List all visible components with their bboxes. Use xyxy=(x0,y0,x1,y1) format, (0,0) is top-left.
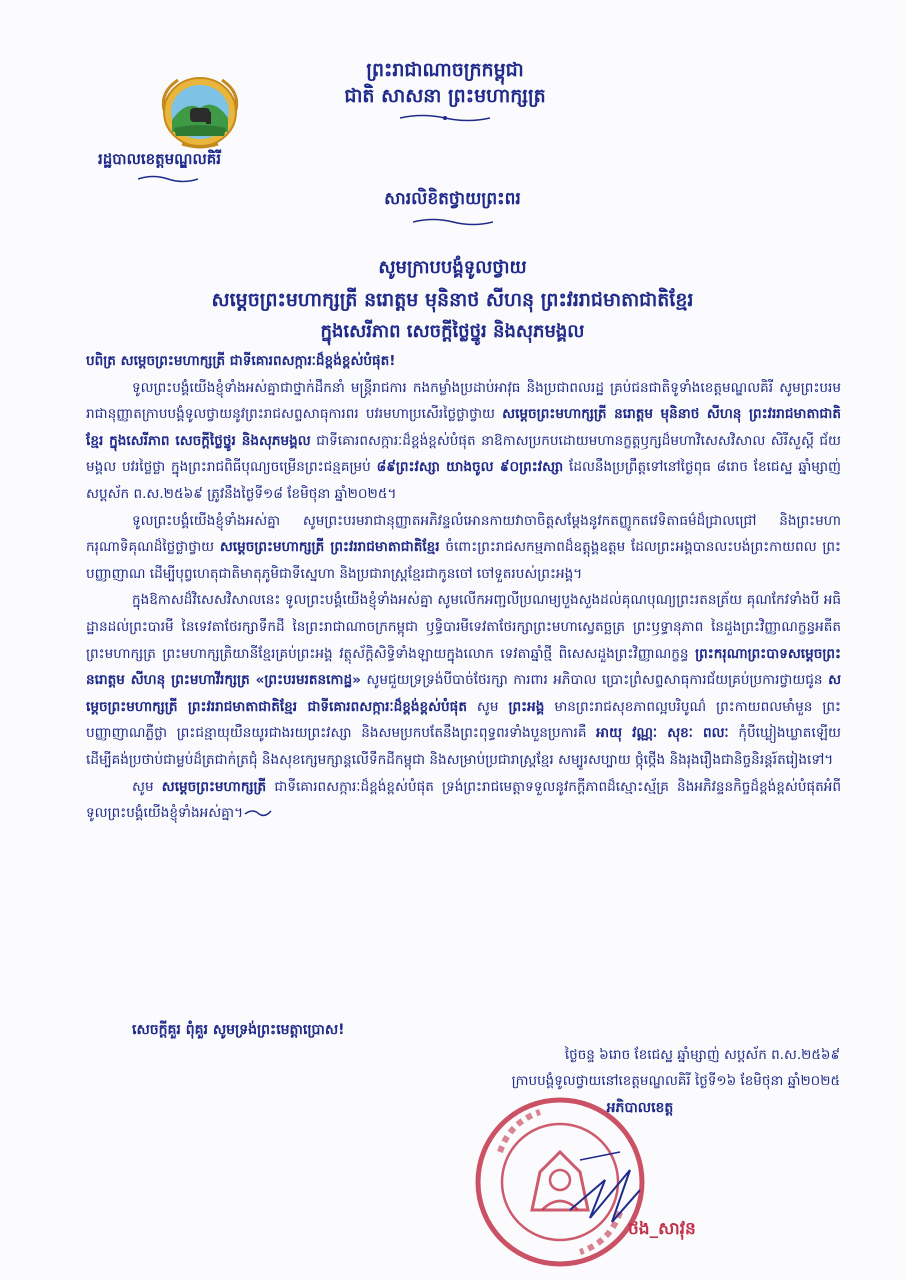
p3-text-c: សូមជួយទ្រទ្រង់បីបាច់ថែរក្សា ការពារ អភិបាល ប្រោះព្រំសព្ទសាធុការជ័យគ្រប់ប្រការថ្វាយជូន xyxy=(366,672,823,689)
issuing-administration xyxy=(98,150,221,184)
signer-name: ថង_សាវុន xyxy=(628,1219,696,1239)
kingdom-title: ព្រះរាជាណាចក្រកម្ពុជា xyxy=(366,59,524,81)
p3-text-g: មានព្រះរាជសុខភាពល្អបរិបូណ៌ ព្រះកាយពលមាំមួន ព្រះបញ្ញាញាណភ្លឺថ្លា ព្រះជន្មាយុយឺនយូរជាងរយព្រះវស្សា និងសមប្រកបតែនឹងព្រះពុទ្ធពរទាំងបួនប្រការគឺ xyxy=(86,698,841,742)
p4-bold-title: សម្តេចព្រះមហាក្សត្រី xyxy=(161,778,267,795)
p1-text-a: ទូលព្រះបង្គំយើងខ្ញុំទាំងអស់គ្នាជាថ្នាក់ដឹកនាំ មន្ត្រីរាជការ កងកម្លាំងប្រដាប់អាវុធ និងប្រជាពលរដ្ឋ គ្រប់ជនជាតិទូទាំងខេត្តមណ្ឌលគិរី សូមព្រះបរមរាជានុញ្ញាតក្រាបបង្គំទូលថ្វាយនូវព្រះរាជសព្ទសាធុការពរ បវរមហាប្រសើរថ្លៃថ្លាថ្វាយ xyxy=(86,379,841,423)
header-ornament xyxy=(400,113,490,123)
p4-text-c: ជាទីគោរពសក្ការៈដ៏ខ្ពង់ខ្ពស់បំផុត ទ្រង់ព្រះរាជមេត្តាទទួលនូវកក្តីភាពដ៏ស្មោះស្ម័គ្រ និងអភិវន្ទនកិច្ចដ៏ខ្ពង់ខ្ពស់បំផុតអំពីទូលព្រះបង្គំយើងខ្ញុំទាំងអស់គ្នា។ xyxy=(86,778,842,822)
p2-text-c: ចំពោះព្រះរាជសកម្មភាពដ៏ឧត្តុង្គឧត្តម ដែលព្រះអង្គបានលះបង់ព្រះកាយពល ព្រះបញ្ញាញាណ ដើម្បីបុព្វហេតុជាតិមាតុភូមិជាទីស្នេហា និងប្រជារាស្ត្រខ្មែរជាកូនចៅ ចៅទួតរបស់ព្រះអង្គ។ xyxy=(86,539,841,582)
salutation-block xyxy=(0,252,905,348)
end-flourish-icon xyxy=(243,808,273,818)
p1-text-c: ជាទីគោរពសក្ការៈដ៏ខ្ពង់ខ្ពស់បំផុត នាឱកាសប្រកបដោយមហានក្ខត្តឫក្សដ៏មហាវិសេសវិសាល សិរីសួស្តី ជ័យមង្គល បវរថ្លៃថ្លា ក្នុងព្រះរាជពិធីបុណ្យចម្រើនព្រះជន្មគម្រប់ xyxy=(86,432,841,476)
letter-body xyxy=(86,348,841,827)
p3-bold-title: សម្តេចព្រះមហាក្សត្រី ព្រះវររាជមាតាជាតិខ្មែរ ជាទីគោរពសក្ការៈដ៏ខ្ពង់ខ្ពស់បំផុត xyxy=(86,672,842,715)
salutation-line-3: ក្នុងសេរីភាព សេចក្តីថ្លៃថ្នូរ និងសុភមង្គល xyxy=(320,321,585,342)
p3-bold-king: ព្រះករុណាព្រះបាទសម្តេចព្រះនរោត្តម សីហនុ ព្រះមហាវីរក្សត្រ «ព្រះបរមរតនកោដ្ឋ» xyxy=(86,645,841,689)
national-motto: ជាតិ សាសនា ព្រះមហាក្សត្រ xyxy=(344,84,546,107)
document-title-block xyxy=(0,188,905,227)
handwritten-signature xyxy=(560,1140,650,1230)
solar-date-place: ក្រាបបង្គំទូលថ្វាយនៅខេត្តមណ្ឌលគិរី ថ្ងៃទី១៦ ខែមិថុនា ឆ្នាំ២០២៥ xyxy=(511,1073,840,1089)
p4-text-a: សូម xyxy=(132,778,154,795)
paragraph-1 xyxy=(86,375,841,508)
paragraph-3 xyxy=(86,587,841,773)
salutation-line-1: សូមក្រាបបង្គំទូលថ្វាយ xyxy=(378,257,527,278)
paragraph-4 xyxy=(86,774,841,827)
paragraph-2 xyxy=(86,508,841,588)
opening-address: បពិត្រ សម្តេចព្រះមហាក្សត្រី ជាទីគោរពសក្ការៈដ៏ខ្ពង់ខ្ពស់បំផុត! xyxy=(86,353,396,369)
signer-title: អភិបាលខេត្ត xyxy=(606,1100,674,1116)
document-title: សារលិខិតថ្វាយព្រះពរ xyxy=(384,189,521,209)
p3-bold-blessings: អាយុ វណ្ណៈ សុខៈ ពលៈ xyxy=(596,725,729,742)
lunar-date: ថ្ងៃចន្ទ ៦រោច ខែជេស្ឋ ឆ្នាំម្សាញ់ សប្តស័ក ព.ស.២៥៦៩ xyxy=(564,1047,840,1063)
salutation-line-2: សម្តេចព្រះមហាក្សត្រី នរោត្តម មុនិនាថ សីហនុ ព្រះវររាជមាតាជាតិខ្មែរ xyxy=(211,289,694,311)
p1-bold-title: សម្តេចព្រះមហាក្សត្រី នរោត្តម មុនិនាថ សីហនុ ព្រះវររាជមាតាជាតិខ្មែរ ក្នុងសេរីភាព សេចក្តីថ្លៃថ្នូរ និងសុភមង្គល xyxy=(86,406,841,449)
p1-text-e: ដែលនឹងប្រព្រឹត្តទៅនៅថ្ងៃពុធ ៨រោច ខែជេស្ឋ ឆ្នាំម្សាញ់ សប្តស័ក ព.ស.២៥៦៩ ត្រូវនឹងថ្ងៃទី១៨ ខែមិថុនា ឆ្នាំ២០២៥។ xyxy=(86,459,842,502)
p3-text-a: ក្នុងឱកាសដ៏វិសេសវិសាលនេះ ទូលព្រះបង្គំយើងខ្ញុំទាំងអស់គ្នា សូមលើកអញ្ជលីប្រណម្យបួងសួងដល់គុណបុណ្យព្រះរតនត្រ័យ គុណកែវទាំងបី អធិដ្ឋានដល់ព្រះបារមី នៃទេវតាថែរក្សាទឹកដី នៃព្រះរាជាណាចក្រកម្ពុជា ឫទ្ធិបារមីទេវតាថែរក្សាព្រះមហាស្វេតច្ឆត្រ ព្រះឫទ្ធានុភាព នៃដួងព្រះវិញ្ញាណក្ខន្ធអតីតព្រះមហាក្សត្រ ព្រះមហាក្សត្រិយានីខ្មែរគ្រប់ព្រះអង្គ វត្ថុស័ក្តិសិទ្ធិទាំងឡាយក្នុងលោក ទេវតាឆ្នាំថ្មី ពិសេសដួងព្រះវិញ្ញាណក្ខន្ធ xyxy=(86,592,841,662)
p3-text-i: កុំបីឃ្លៀងឃ្លាតឡើយ ដើម្បីគង់ប្រថាប់ជាម្លប់ដ៏ត្រជាក់ត្រជុំ និងសុខក្សេមក្សាន្តលើទឹកដីកម្ពុជា និងសម្រាប់ប្រជារាស្ត្រខ្មែរ សម្បូរសប្បាយ ថ្កុំថ្កើង និងរុងរឿងជានិច្ចនិរន្តរ៍តរៀងទៅ។ xyxy=(86,725,841,768)
p3-bold-her: ព្រះអង្គ xyxy=(508,698,545,715)
p2-bold-title: សម្តេចព្រះមហាក្សត្រី ព្រះវររាជមាតាជាតិខ្មែរ xyxy=(219,539,440,556)
provincial-emblem-logo xyxy=(152,70,248,150)
kingdom-header xyxy=(280,58,610,123)
p2-text-a: ទូលព្រះបង្គំយើងខ្ញុំទាំងអស់គ្នា សូមព្រះបរមរាជានុញ្ញាតអភិវន្ទលំអោនកាយវាចាចិត្តសម្តែងនូវកតញ្ញូកតវេទិតាធម៌ដ៏ជ្រាលជ្រៅ និងព្រះមហាករុណាទិគុណដ៏ថ្លៃថ្លាថ្វាយ xyxy=(86,512,841,556)
title-ornament xyxy=(413,217,493,227)
p3-text-e: សូម xyxy=(476,698,499,715)
closing-line: សេចក្តីគួរ ពុំគួរ សូមទ្រង់ព្រះមេត្តាប្រោស! xyxy=(132,1022,345,1038)
p1-bold-age: ៨៩ព្រះវស្សា យាងចូល ៩០ព្រះវស្សា xyxy=(376,459,564,476)
admin-ornament xyxy=(138,174,198,184)
administration-name: រដ្ឋបាលខេត្តមណ្ឌលគិរី xyxy=(98,150,222,168)
